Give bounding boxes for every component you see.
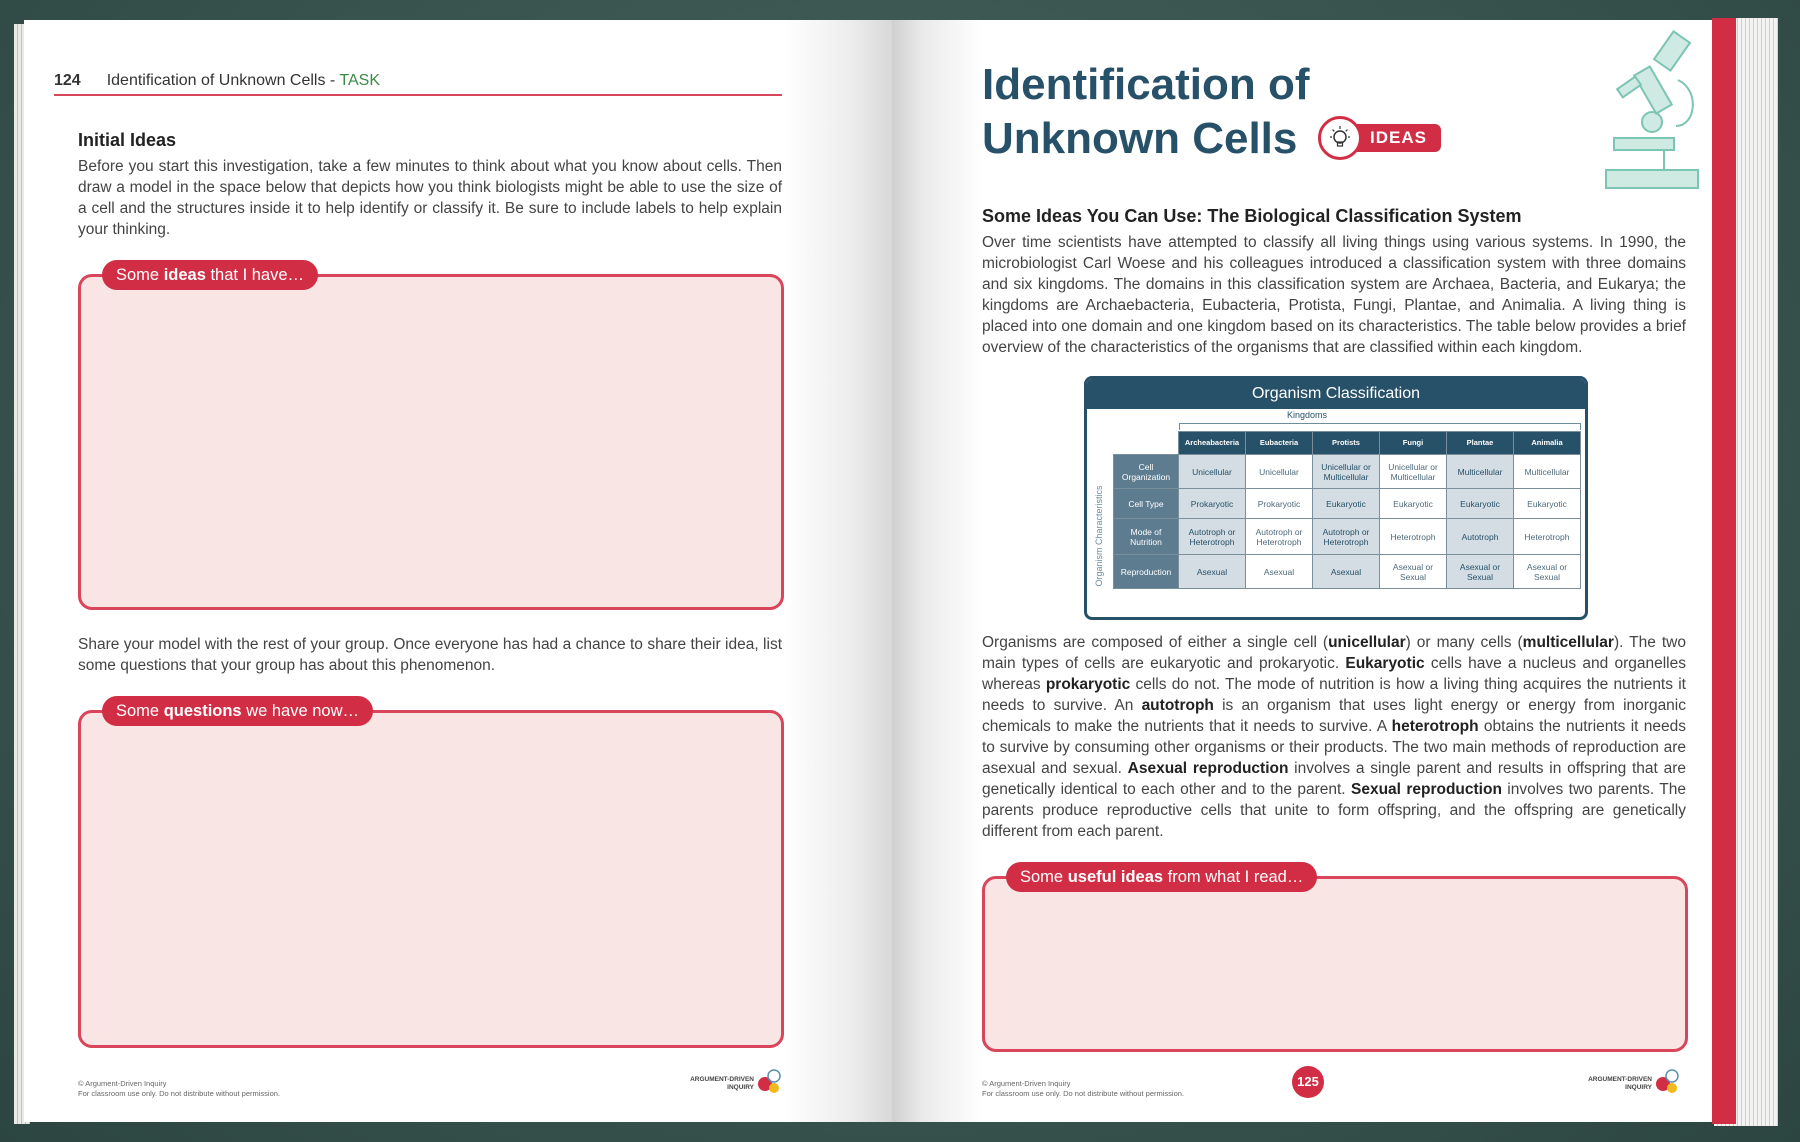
text-run: involves a single parent and results in offspring that are genetically identical to each other and to the parent. xyxy=(982,760,1686,798)
bold-term: multicellular xyxy=(1522,634,1614,651)
ideas-box[interactable] xyxy=(78,274,784,610)
bold-term: Sexual reproduction xyxy=(1350,781,1502,798)
ideas-box-label xyxy=(102,260,318,290)
adi-logo-icon xyxy=(1654,1068,1680,1094)
row-header: Cell Organization xyxy=(1114,455,1179,489)
initial-ideas-text: Before you start this investigation, take a few minutes to think about what you know about cells. Then draw a model in the space below that depicts how you think biologists might be able to use the size of a cell and the structures inside it to help identify or classify it. Be sure to include labels to help explain your thinking. xyxy=(78,158,782,238)
useful-ideas-box[interactable] xyxy=(982,876,1688,1052)
adi-logo-right xyxy=(1576,1076,1652,1092)
footer-line1: © Argument-Driven Inquiry xyxy=(78,1079,167,1088)
label-bold: questions xyxy=(163,702,242,720)
text-run: is an organism that uses light energy or energy from inorganic chemicals to make the nutrients that it needs to survive. A xyxy=(982,697,1687,735)
kingdoms-label: Kingdoms xyxy=(1287,410,1328,420)
table-cell: Multicellular xyxy=(1447,455,1514,489)
running-head-title: Identification of Unknown Cells - xyxy=(106,72,340,89)
text-run: ). The two main types of cells are eukaryotic and prokaryotic. xyxy=(982,634,1686,672)
table-cell: Autotroph or Heterotroph xyxy=(1179,519,1246,555)
table-cell: Asexual xyxy=(1246,555,1313,589)
row-header: Cell Type xyxy=(1114,489,1179,519)
intro-text: Over time scientists have attempted to classify all living things using various systems. In 1990, the microbiologist Carl Woese and his colleagues introduced a classification system with three domains and six kingdoms. The domains in this classification system are Archaea, Bacteria, and Eukarya; the kingdoms are Archaebacteria, Eubacteria, Protista, Fungi, Plantae, and Animalia. A living thing is placed into one domain and one kingdom based on its characteristics. The table below provides a brief overview of the characteristics of the organisms that are classified within each kingdom. xyxy=(982,234,1686,356)
section-heading: Some Ideas You Can Use: The Biological Classification System xyxy=(982,206,1522,226)
classification-table xyxy=(1084,376,1588,620)
table-cell: Asexual or Sexual xyxy=(1447,555,1514,589)
page-number: 124 xyxy=(54,72,81,89)
table-cell: Asexual or Sexual xyxy=(1380,555,1447,589)
bold-term: Asexual reproduction xyxy=(1127,760,1289,777)
table-cell: Eukaryotic xyxy=(1514,489,1581,519)
bold-term: Eukaryotic xyxy=(1345,655,1425,672)
useful-ideas-box-label xyxy=(1006,862,1317,892)
row-header: Reproduction xyxy=(1114,555,1179,589)
table-title: Organism Classification xyxy=(1087,379,1585,409)
running-head xyxy=(54,72,782,96)
bold-term: heterotroph xyxy=(1391,718,1479,735)
table-cell: Autotroph or Heterotroph xyxy=(1246,519,1313,555)
adi-logo-left xyxy=(678,1076,754,1092)
title-line1: Identification of xyxy=(982,60,1310,109)
page-number-badge: 125 xyxy=(1292,1066,1324,1098)
side-label xyxy=(1089,471,1109,601)
col-header: Plantae xyxy=(1447,432,1514,455)
ideas-badge xyxy=(1318,120,1441,156)
label-pre: Some xyxy=(116,266,164,284)
col-header: Protists xyxy=(1313,432,1380,455)
table-cell: Heterotroph xyxy=(1380,519,1447,555)
table-cell: Asexual xyxy=(1313,555,1380,589)
logo-line2: INQUIRY xyxy=(1625,1084,1652,1091)
row-header: Mode of Nutrition xyxy=(1114,519,1179,555)
table-row xyxy=(1114,455,1581,489)
table-cell: Eukaryotic xyxy=(1380,489,1447,519)
text-run: cells do not. The mode of nutrition is how a living thing acquires the nutrients it needs to survive. An xyxy=(982,676,1686,714)
logo-line1: ARGUMENT-DRIVEN xyxy=(690,1076,754,1083)
share-text: Share your model with the rest of your group. Once everyone has had a chance to share their idea, list some questions that your group has about this phenomenon. xyxy=(78,636,782,674)
label-post: we have now… xyxy=(241,702,360,720)
table-cell: Unicellular xyxy=(1246,455,1313,489)
logo-line1: ARGUMENT-DRIVEN xyxy=(1588,1076,1652,1083)
bold-term: unicellular xyxy=(1328,634,1406,651)
label-pre: Some xyxy=(1020,868,1068,886)
text-run: obtains the nutrients it needs to survive by consuming other organisms or their products. The two main methods of reproduction are asexual and sexual. xyxy=(982,718,1686,777)
page-title xyxy=(982,58,1310,166)
table-cell: Eukaryotic xyxy=(1313,489,1380,519)
col-header: Fungi xyxy=(1380,432,1447,455)
label-bold: useful ideas xyxy=(1067,868,1164,886)
classification-grid xyxy=(1113,431,1581,589)
table-header-row xyxy=(1114,432,1581,455)
table-cell: Multicellular xyxy=(1514,455,1581,489)
questions-box[interactable] xyxy=(78,710,784,1048)
ideas-badge-label: IDEAS xyxy=(1338,124,1441,152)
corner-cell xyxy=(1114,432,1179,455)
side-label-text: Organism Characteristics xyxy=(1094,485,1104,587)
bold-term: prokaryotic xyxy=(1045,676,1131,693)
right-footer xyxy=(982,1079,1184,1099)
body-paragraph xyxy=(982,632,1686,842)
table-row xyxy=(1114,489,1581,519)
table-cell: Asexual or Sexual xyxy=(1514,555,1581,589)
microscope-icon xyxy=(1604,30,1704,192)
label-post: that I have… xyxy=(205,266,305,284)
footer-line1: © Argument-Driven Inquiry xyxy=(982,1079,1071,1088)
table-cell: Unicellular xyxy=(1179,455,1246,489)
questions-box-label xyxy=(102,696,373,726)
table-cell: Autotroph or Heterotroph xyxy=(1313,519,1380,555)
table-cell: Eukaryotic xyxy=(1447,489,1514,519)
title-line2: Unknown Cells xyxy=(982,114,1298,163)
table-cell: Unicellular or Multicellular xyxy=(1380,455,1447,489)
kingdoms-brace xyxy=(1179,423,1581,430)
table-cell: Prokaryotic xyxy=(1246,489,1313,519)
bold-term: autotroph xyxy=(1141,697,1214,714)
left-footer xyxy=(78,1079,280,1099)
text-run: involves two parents. The parents produce reproductive cells that unite to form offspring, and the offspring are genetically different from each parent. xyxy=(982,781,1686,840)
label-pre: Some xyxy=(116,702,164,720)
label-bold: ideas xyxy=(163,266,206,284)
footer-line2: For classroom use only. Do not distribute without permission. xyxy=(78,1089,281,1098)
lightbulb-icon xyxy=(1318,116,1362,160)
running-head-tag: TASK xyxy=(339,72,381,89)
text-run: Organisms are composed of either a single cell ( xyxy=(982,634,1329,651)
footer-line2: For classroom use only. Do not distribute without permission. xyxy=(982,1089,1185,1098)
col-header: Animalia xyxy=(1514,432,1581,455)
col-header: Archeabacteria xyxy=(1179,432,1246,455)
table-cell: Heterotroph xyxy=(1514,519,1581,555)
logo-line2: INQUIRY xyxy=(727,1084,754,1091)
label-post: from what I read… xyxy=(1163,868,1304,886)
text-run: ) or many cells ( xyxy=(1405,634,1523,651)
adi-logo-icon xyxy=(756,1068,782,1094)
table-cell: Autotroph xyxy=(1447,519,1514,555)
col-header: Eubacteria xyxy=(1246,432,1313,455)
table-cell: Asexual xyxy=(1179,555,1246,589)
initial-ideas-heading: Initial Ideas xyxy=(78,130,177,150)
page-edge-band xyxy=(1712,18,1736,1124)
table-row xyxy=(1114,519,1581,555)
table-row xyxy=(1114,555,1581,589)
table-cell: Unicellular or Multicellular xyxy=(1313,455,1380,489)
table-cell: Prokaryotic xyxy=(1179,489,1246,519)
text-run: cells have a nucleus and organelles whereas xyxy=(982,655,1686,693)
